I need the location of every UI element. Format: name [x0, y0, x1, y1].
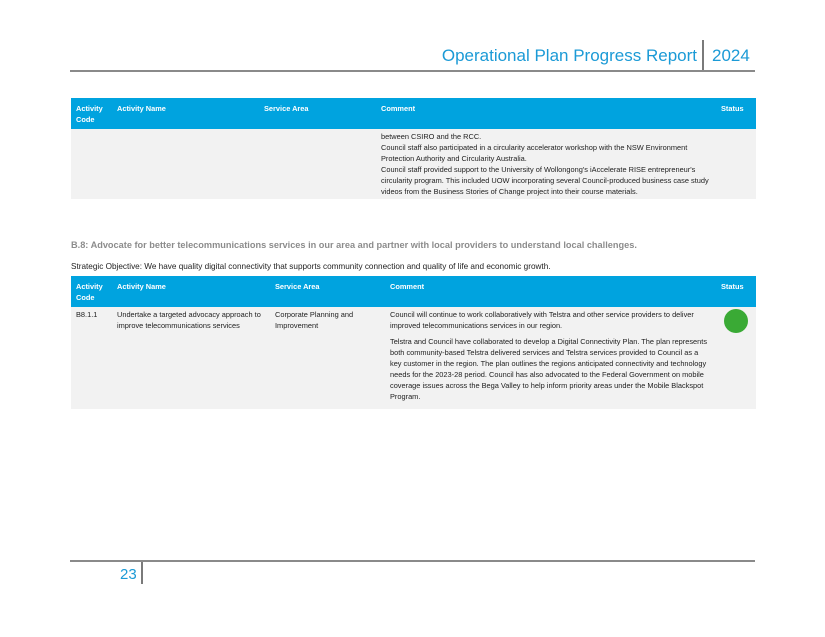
cell-code: B8.1.1	[71, 307, 112, 409]
cell-code	[71, 129, 112, 199]
col-header-comment: Comment	[376, 98, 716, 129]
cell-status	[716, 129, 756, 199]
strategic-objective: Strategic Objective: We have quality digital connectivity that supports community connection and quality of life and economic growth.	[71, 262, 551, 271]
comment-line: Council staff provided support to the University of Wollongong's iAccelerate RISE entrepreneur's circularity program. This included UOW incorporating several Council-produced business case study videos from the Business Stories of Change project into their course materials.	[381, 165, 709, 196]
cell-comment	[376, 129, 716, 199]
activity-table	[71, 276, 756, 409]
col-header-comment: Comment	[385, 276, 716, 307]
col-header-status: Status	[716, 98, 756, 129]
page-number: 23	[120, 566, 137, 583]
cell-status	[716, 307, 756, 409]
col-header-area: Service Area	[270, 276, 385, 307]
col-header-code: Activity Code	[71, 98, 112, 129]
col-header-area: Service Area	[259, 98, 376, 129]
cell-area: Corporate Planning and Improvement	[270, 307, 385, 409]
col-header-status: Status	[716, 276, 756, 307]
cell-comment	[385, 307, 716, 409]
comment-line: Council staff also participated in a circularity accelerator workshop with the NSW Environment Protection Authority and Circularity Australia.	[381, 143, 688, 163]
report-title: Operational Plan Progress Report	[441, 46, 697, 65]
cell-area	[259, 129, 376, 199]
continuation-table	[71, 98, 756, 199]
report-year: 2024	[712, 46, 750, 65]
cell-name: Undertake a targeted advocacy approach to improve telecommunications services	[112, 307, 270, 409]
cell-name	[112, 129, 259, 199]
comment-paragraph: Council will continue to work collaboratively with Telstra and other service providers to deliver improved telecommunications services in our region.	[390, 310, 694, 330]
col-header-name: Activity Name	[112, 276, 270, 307]
table-row	[71, 129, 756, 199]
comment-paragraph: Telstra and Council have collaborated to develop a Digital Connectivity Plan. The plan represents both community-based Telstra delivered services and Telstra services provided to Council as a key customer in the region. The plan outlines the regions anticipated connectivity and technology needs for the 2023-28 period. Council has also advocated to the Federal Government on mobile coverage issues across the Bega Valley to help inform priority areas under the Mobile Blackspot Program.	[390, 337, 708, 401]
table-header-row	[71, 276, 756, 307]
footer-rule	[70, 560, 755, 562]
comment-line: between CSIRO and the RCC.	[381, 132, 482, 141]
col-header-name: Activity Name	[112, 98, 259, 129]
footer-divider	[141, 562, 143, 584]
table-header-row	[71, 98, 756, 129]
header-divider	[702, 40, 704, 70]
header-rule	[70, 70, 755, 72]
table-row	[71, 307, 756, 409]
col-header-code: Activity Code	[71, 276, 112, 307]
section-title: B.8: Advocate for better telecommunications services in our area and partner with local providers to understand local challenges.	[71, 240, 637, 250]
status-indicator-icon	[724, 309, 748, 333]
